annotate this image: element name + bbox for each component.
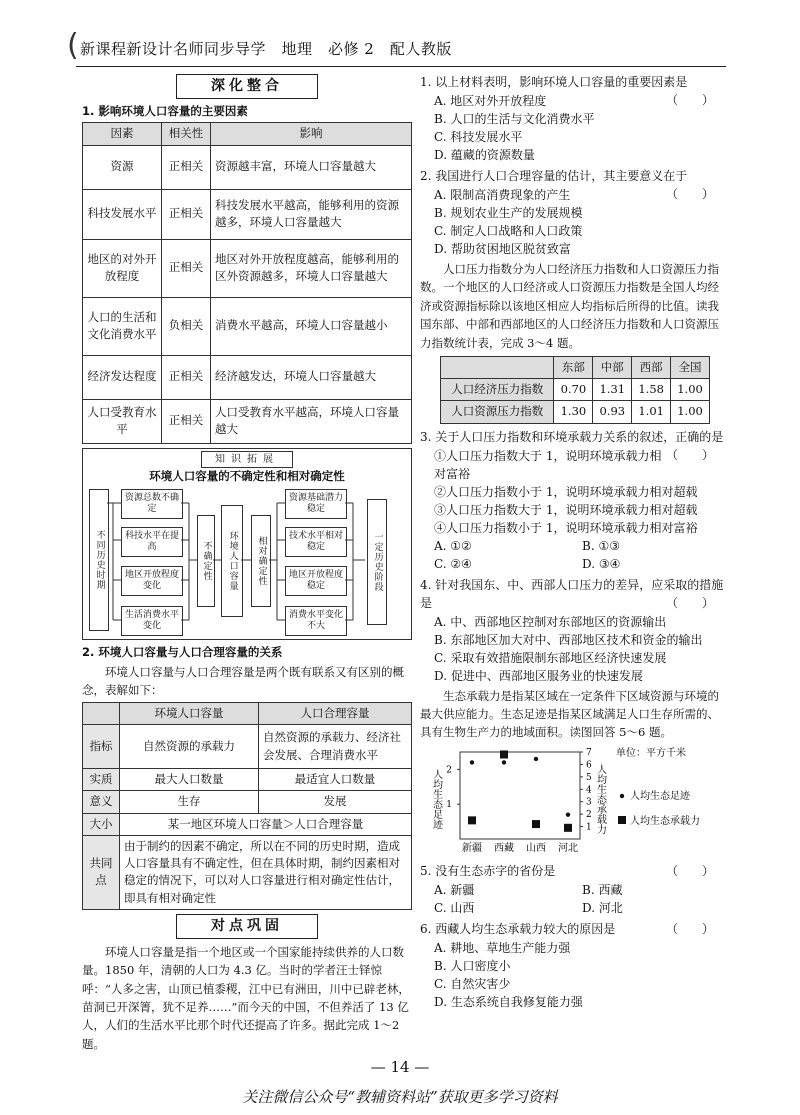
table-header: 环境人口容量 <box>120 702 259 724</box>
knowledge-title: 环境人口容量的不确定性和相对确定性 <box>149 468 345 483</box>
table-cell: 人口资源压力指数 <box>441 401 554 423</box>
option: A. 限制高消费现象的产生 <box>434 188 571 202</box>
option: C. 自然灾害少 <box>434 976 511 991</box>
factors-table <box>82 122 412 443</box>
table-cell: 人口经济压力指数 <box>441 379 554 401</box>
diagram-left-period: 不同历史时期 <box>89 489 109 631</box>
table-cell: 地区的对外开放程度 <box>83 239 162 297</box>
option: A. 地区对外开放程度 <box>434 94 547 108</box>
right-tick-label: 2 <box>586 810 592 821</box>
table-header: 影响 <box>211 123 412 145</box>
table-cell: 由于制约的因素不确定，所以在不同的历史时期，造成人口容量具有不确定性，但在具体时期，制约因素相对稳定的情况下，可以对人口容量进行相对确定性估计，即具有相对确定性 <box>120 835 412 909</box>
right-tick-label: 3 <box>586 797 592 808</box>
question-3: 3. 关于人口压力指数和环境承载力关系的叙述，正确的是 （ ） <box>420 429 724 462</box>
right-tick-label: 5 <box>586 772 592 783</box>
page-number: — 14 — <box>370 1058 430 1076</box>
table-header <box>441 356 554 378</box>
table-cell: 自然资源的承载力、经济社会发展、合理消费水平 <box>259 725 412 769</box>
table-header: 中部 <box>593 356 632 378</box>
table-cell: 最大人口数量 <box>120 769 259 791</box>
table-header: 东部 <box>554 356 593 378</box>
right-tick-label: 4 <box>586 785 592 796</box>
right-tick-label: 1 <box>586 822 592 833</box>
table-cell: 地区对外开放程度越高，能够利用的区外资源越多，环境人口容量越大 <box>211 239 412 297</box>
table-header: 西部 <box>632 356 671 378</box>
question-1: 1. 以上材料表明，影响环境人口容量的重要因素是 （ ） <box>420 75 714 107</box>
option: A. 中、西部地区控制对东部地区的资源输出 <box>434 614 667 629</box>
diagram-uncertain: 不确定性 <box>197 515 215 607</box>
question-4: 4. 针对我国东、中、西部人口压力的差异，应采取的措施是 （ ） <box>420 577 724 610</box>
diagram-box: 科技水平在提高 <box>121 527 183 557</box>
left-tick-label: 2 <box>446 765 452 776</box>
page-header: 新课程新设计名师同步导学 地理 必修 2 配人教版 <box>80 40 452 58</box>
table-cell: 正相关 <box>162 145 211 189</box>
diagram-box: 消费水平变化不大 <box>285 606 347 636</box>
option-row: A. 新疆 B. 西藏 <box>434 882 623 897</box>
option-row: A. ①② B. ①③ <box>434 538 620 553</box>
diagram-center: 环境人口容量 <box>221 505 243 617</box>
table-cell: 某一地区环境人口容量＞人口合理容量 <box>120 813 412 835</box>
table-cell: 指标 <box>83 725 120 769</box>
diagram-box: 生活消费水平变化 <box>121 606 183 636</box>
diagram-relative: 相对确定性 <box>251 515 271 607</box>
right-axis-label: 人均生态承载力 <box>594 763 606 834</box>
option: D. 蕴藏的资源数量 <box>434 148 535 162</box>
table-cell: 正相关 <box>162 399 211 443</box>
diagram-box: 技术水平相对稳定 <box>285 527 347 557</box>
table-cell: 共同点 <box>83 835 120 909</box>
table-cell: 发展 <box>259 791 412 813</box>
question-2: 2. 我国进行人口合理容量的估计，其主要意义在于 （ ） <box>420 169 714 201</box>
footer-note: 关注微信公众号“教辅资料站”获取更多学习资料 <box>242 1088 558 1106</box>
diagram-box: 地区开放程度稳定 <box>285 566 347 596</box>
category-label: 新疆 <box>462 842 482 854</box>
knowledge-tag: 知识拓展 <box>201 451 293 468</box>
category-label: 西藏 <box>494 842 514 854</box>
right-tick-label: 7 <box>586 747 592 758</box>
table-cell: 1.58 <box>632 379 671 401</box>
table-cell: 生存 <box>120 791 259 813</box>
table-cell: 0.70 <box>554 379 593 401</box>
table-header <box>83 702 120 724</box>
eco-chart <box>420 744 730 854</box>
table-cell: 人口受教育水平 <box>83 399 162 443</box>
table-header: 相关性 <box>162 123 211 145</box>
table-cell: 1.31 <box>593 379 632 401</box>
heading-factors: 1. 影响环境人口容量的主要因素 <box>82 104 248 118</box>
option: B. 东部地区加大对中、西部地区技术和资金的输出 <box>434 632 703 647</box>
concept-diagram <box>85 485 409 637</box>
question-5: 5. 没有生态赤字的省份是 （ ） <box>420 863 714 878</box>
table-cell: 大小 <box>83 813 120 835</box>
table-header: 全国 <box>671 356 710 378</box>
material-2: 人口压力指数分为人口经济压力指数和人口资源压力指数。一个地区的人口经济或人口资源压力指数是全国人均经济或资源指标除以该地区相应人均指标后所得的比值。读我国东部、中部和西部地区的人口经济压力指数和人口资源压力指数统计表，完成 3～4 题。 <box>420 262 719 350</box>
statement: ④人口压力指数小于 1，说明环境承载力相对富裕 <box>434 520 698 535</box>
table-cell: 人口受教育水平越高，环境人口容量越大 <box>211 399 412 443</box>
legend-square-icon <box>618 816 626 824</box>
table-cell: 1.00 <box>671 401 710 423</box>
option: D. 生态系统自我修复能力强 <box>434 994 583 1009</box>
plot-frame <box>460 752 580 839</box>
option-row: C. 山西 D. 河北 <box>434 900 623 915</box>
table-cell: 经济发达程度 <box>83 355 162 399</box>
footprint-point <box>566 812 570 816</box>
left-column <box>82 70 412 1055</box>
relation-intro: 环境人口容量与人口合理容量是两个既有联系又有区别的概念，表解如下： <box>82 665 404 698</box>
statement: ①人口压力指数大于 1，说明环境承载力相对富裕 <box>434 448 662 481</box>
diagram-right-period: 一定历史阶段 <box>367 499 387 625</box>
table-cell: 1.00 <box>671 379 710 401</box>
left-tick-label: 1 <box>446 800 452 811</box>
statement: ③人口压力指数大于 1，说明环境承载力相对超载 <box>434 502 698 517</box>
material-3: 生态承载力是指某区域在一定条件下区域资源与环境的最大供应能力。生态足迹是指某区域满足人口生存所需的、具有生物生产力的地域面积。读图回答 5～6 题。 <box>420 688 719 740</box>
table-header: 人口合理容量 <box>259 702 412 724</box>
diagram-box: 地区开放程度变化 <box>121 566 183 596</box>
option: D. 帮助贫困地区脱贫致富 <box>434 242 571 256</box>
table-header: 因素 <box>83 123 162 145</box>
option: B. 人口的生活与文化消费水平 <box>434 112 595 126</box>
left-axis-label: 人均生态足迹 <box>430 768 442 829</box>
diagram-box: 资源基础潜力稳定 <box>285 489 347 519</box>
pressure-table <box>440 356 710 424</box>
table-cell: 意义 <box>83 791 120 813</box>
table-cell: 0.93 <box>593 401 632 423</box>
option: C. 科技发展水平 <box>434 130 523 144</box>
relation-table <box>82 702 412 910</box>
knowledge-box <box>82 448 412 640</box>
section-title-practice: 对点巩固 <box>176 914 318 939</box>
category-label: 山西 <box>526 842 546 854</box>
option: B. 人口密度小 <box>434 958 511 973</box>
table-cell: 正相关 <box>162 239 211 297</box>
diagram-box: 资源总数不确定 <box>121 489 183 519</box>
table-cell: 1.01 <box>632 401 671 423</box>
table-cell: 科技发展水平越高，能够利用的资源越多，环境人口容量越大 <box>211 189 412 239</box>
capacity-point <box>532 820 540 828</box>
option: D. 促进中、西部地区服务业的快速发展 <box>434 668 643 683</box>
right-tick-label: 6 <box>586 760 592 771</box>
table-cell: 实质 <box>83 769 120 791</box>
table-cell: 经济越发达，环境人口容量越大 <box>211 355 412 399</box>
heading-relation: 2. 环境人口容量与人口合理容量的关系 <box>82 644 283 659</box>
table-cell: 科技发展水平 <box>83 189 162 239</box>
spine-bracket: ( <box>67 28 79 63</box>
category-label: 河北 <box>558 842 578 854</box>
material-1: 环境人口容量是指一个地区或一个国家能持续供养的人口数量。1850 年，清朝的人口为 4.3 亿。当时的学者汪士铎惊呼：“人多之害，山顶已植黍稷，江中已有洲田，川中已辟老林，苗洞已开深箐，犹不足养……”而今天的中国，不但养活了 13 亿人，人们的生活水平比那个时代还提高了许多。据此完成 1～2 题。 <box>82 944 410 1051</box>
table-cell: 资源 <box>83 145 162 189</box>
option-row: C. ②④ D. ③④ <box>434 556 621 571</box>
footprint-point <box>534 757 538 761</box>
table-cell: 人口的生活和文化消费水平 <box>83 297 162 355</box>
legend-label: 人均生态足迹 <box>630 790 690 802</box>
option: C. 采取有效措施限制东部地区经济快速发展 <box>434 650 667 665</box>
table-cell: 负相关 <box>162 297 211 355</box>
table-cell: 资源越丰富，环境人口容量越大 <box>211 145 412 189</box>
table-cell: 消费水平越高，环境人口容量越小 <box>211 297 412 355</box>
option: C. 制定人口战略和人口政策 <box>434 224 583 238</box>
capacity-point <box>468 816 476 824</box>
option: A. 耕地、草地生产能力强 <box>434 940 571 955</box>
header-rule <box>76 66 726 67</box>
table-cell: 自然资源的承载力 <box>120 725 259 769</box>
footprint-point <box>470 760 474 764</box>
option: B. 规划农业生产的发展规模 <box>434 206 583 220</box>
capacity-point <box>500 750 508 758</box>
table-cell: 正相关 <box>162 355 211 399</box>
statement: ②人口压力指数小于 1，说明环境承载力相对超载 <box>434 484 698 499</box>
table-cell: 1.30 <box>554 401 593 423</box>
unit-label: 单位：平方千米 <box>616 747 686 759</box>
question-6: 6. 西藏人均生态承载力较大的原因是 （ ） <box>420 921 714 936</box>
legend-dot-icon <box>620 794 624 798</box>
capacity-point <box>564 824 572 832</box>
table-cell: 正相关 <box>162 189 211 239</box>
table-cell: 最适宜人口数量 <box>259 769 412 791</box>
legend-label: 人均生态承载力 <box>630 815 700 827</box>
footprint-point <box>502 760 506 764</box>
right-column <box>420 70 730 1011</box>
section-title-deepen: 深化整合 <box>176 74 318 99</box>
